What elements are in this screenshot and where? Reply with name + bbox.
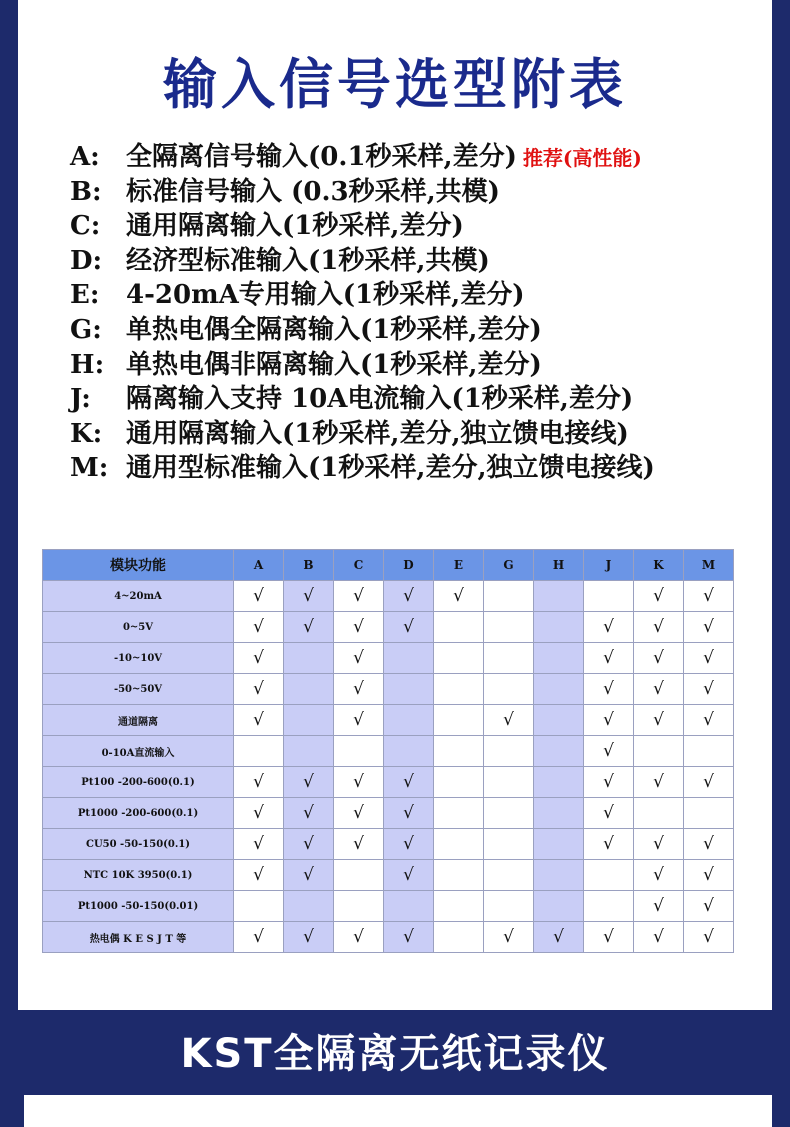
check-cell: √ (334, 798, 384, 829)
option-code: C: (70, 211, 101, 242)
row-label: Pt100 -200-600(0.1) (43, 767, 234, 798)
option-list (70, 140, 770, 486)
header-module: K (634, 550, 684, 581)
check-cell: √ (234, 922, 284, 953)
check-cell: √ (234, 705, 284, 736)
option-item (70, 175, 770, 210)
option-code: K: (70, 418, 103, 449)
option-item (70, 244, 770, 279)
table-row (43, 581, 734, 612)
empty-cell (284, 705, 334, 736)
header-module: C (334, 550, 384, 581)
check-cell: √ (284, 612, 334, 643)
check-cell: √ (584, 922, 634, 953)
check-cell: √ (584, 674, 634, 705)
row-label: CU50 -50-150(0.1) (43, 829, 234, 860)
table-row (43, 798, 734, 829)
option-item (70, 382, 770, 417)
check-cell: √ (284, 860, 334, 891)
empty-cell (534, 705, 584, 736)
option-text: 全隔离信号输入(0.1秒采样,差分) (126, 142, 517, 172)
empty-cell (234, 891, 284, 922)
empty-cell (434, 829, 484, 860)
header-module: J (584, 550, 634, 581)
check-cell: √ (634, 612, 684, 643)
empty-cell (484, 581, 534, 612)
check-cell: √ (384, 829, 434, 860)
empty-cell (284, 674, 334, 705)
empty-cell (334, 860, 384, 891)
check-cell: √ (384, 798, 434, 829)
check-cell: √ (634, 705, 684, 736)
check-cell: √ (234, 798, 284, 829)
check-cell: √ (234, 860, 284, 891)
empty-cell (484, 829, 534, 860)
table-header-row (43, 550, 734, 581)
header-module: A (234, 550, 284, 581)
check-cell: √ (584, 705, 634, 736)
option-code: A: (70, 142, 100, 172)
check-cell: √ (634, 829, 684, 860)
check-cell: √ (234, 767, 284, 798)
empty-cell (534, 860, 584, 891)
empty-cell (534, 581, 584, 612)
check-cell: √ (634, 891, 684, 922)
empty-cell (484, 612, 534, 643)
check-cell: √ (234, 581, 284, 612)
empty-cell (684, 736, 734, 767)
empty-cell (534, 767, 584, 798)
check-cell: √ (484, 922, 534, 953)
option-text: 通用隔离输入(1秒采样,差分) (126, 211, 464, 242)
row-label: 0~5V (43, 612, 234, 643)
check-cell: √ (284, 922, 334, 953)
check-cell: √ (384, 767, 434, 798)
row-label: 热电偶 K E S J T 等 (43, 922, 234, 953)
option-text: 单热电偶非隔离输入(1秒采样,差分) (126, 349, 542, 380)
row-label: -50~50V (43, 674, 234, 705)
option-code: J: (70, 384, 91, 415)
option-code: B: (70, 176, 102, 207)
empty-cell (434, 643, 484, 674)
check-cell: √ (684, 922, 734, 953)
check-cell: √ (234, 612, 284, 643)
empty-cell (384, 674, 434, 705)
check-cell: √ (684, 829, 734, 860)
check-cell: √ (584, 736, 634, 767)
row-label: 4~20mA (43, 581, 234, 612)
check-cell: √ (384, 581, 434, 612)
empty-cell (434, 798, 484, 829)
check-cell: √ (334, 829, 384, 860)
check-cell: √ (684, 891, 734, 922)
option-text: 通用隔离输入(1秒采样,差分,独立馈电接线) (126, 418, 629, 449)
empty-cell (534, 829, 584, 860)
check-cell: √ (334, 674, 384, 705)
row-label: Pt1000 -200-600(0.1) (43, 798, 234, 829)
empty-cell (534, 612, 584, 643)
option-code: M: (70, 453, 109, 484)
empty-cell (384, 705, 434, 736)
header-module: H (534, 550, 584, 581)
option-text: 通用型标准输入(1秒采样,差分,独立馈电接线) (126, 453, 655, 484)
empty-cell (484, 674, 534, 705)
selection-table (42, 549, 734, 953)
empty-cell (484, 643, 534, 674)
check-cell: √ (584, 798, 634, 829)
header-function: 模块功能 (43, 550, 234, 581)
table-row (43, 829, 734, 860)
empty-cell (684, 798, 734, 829)
table-body (43, 581, 734, 953)
check-cell: √ (684, 674, 734, 705)
header-module: D (384, 550, 434, 581)
empty-cell (384, 891, 434, 922)
empty-cell (234, 736, 284, 767)
bottom-panel (24, 1095, 772, 1127)
empty-cell (434, 891, 484, 922)
check-cell: √ (684, 767, 734, 798)
empty-cell (434, 922, 484, 953)
page-title: 输入信号选型附表 (163, 53, 627, 116)
option-code: H: (70, 349, 105, 380)
check-cell: √ (634, 581, 684, 612)
empty-cell (434, 767, 484, 798)
check-cell: √ (584, 829, 634, 860)
row-label: -10~10V (43, 643, 234, 674)
empty-cell (534, 736, 584, 767)
option-text: 经济型标准输入(1秒采样,共模) (126, 245, 490, 276)
empty-cell (484, 767, 534, 798)
row-label: NTC 10K 3950(0.1) (43, 860, 234, 891)
empty-cell (284, 643, 334, 674)
option-text: 单热电偶全隔离输入(1秒采样,差分) (126, 314, 542, 345)
header-module: E (434, 550, 484, 581)
empty-cell (534, 674, 584, 705)
row-label: 通道隔离 (43, 705, 234, 736)
check-cell: √ (684, 612, 734, 643)
check-cell: √ (334, 581, 384, 612)
check-cell: √ (284, 798, 334, 829)
check-cell: √ (234, 674, 284, 705)
check-cell: √ (334, 922, 384, 953)
table-row (43, 643, 734, 674)
option-item (70, 313, 770, 348)
empty-cell (584, 891, 634, 922)
empty-cell (484, 891, 534, 922)
check-cell: √ (684, 581, 734, 612)
table-row (43, 736, 734, 767)
check-cell: √ (384, 922, 434, 953)
empty-cell (284, 736, 334, 767)
header-module: G (484, 550, 534, 581)
option-text: 隔离输入支持 10A电流输入(1秒采样,差分) (126, 384, 634, 415)
check-cell: √ (634, 767, 684, 798)
recommend-note: 推荐(高性能) (522, 146, 642, 170)
empty-cell (434, 612, 484, 643)
empty-cell (634, 798, 684, 829)
check-cell: √ (384, 860, 434, 891)
table-row (43, 860, 734, 891)
empty-cell (284, 891, 334, 922)
check-cell: √ (284, 829, 334, 860)
check-cell: √ (434, 581, 484, 612)
check-cell: √ (684, 860, 734, 891)
empty-cell (334, 891, 384, 922)
empty-cell (434, 736, 484, 767)
option-item (70, 451, 770, 486)
check-cell: √ (334, 767, 384, 798)
option-text: 标准信号输入 (0.3秒采样,共模) (126, 176, 500, 207)
check-cell: √ (334, 612, 384, 643)
table-row (43, 767, 734, 798)
footer-title: KST全隔离无纸记录仪 (180, 1031, 610, 1077)
empty-cell (634, 736, 684, 767)
table-row (43, 891, 734, 922)
empty-cell (434, 674, 484, 705)
option-code: D: (70, 245, 103, 276)
option-item (70, 278, 770, 313)
option-item (70, 348, 770, 383)
option-item (70, 417, 770, 452)
option-code: E: (70, 280, 100, 311)
empty-cell (484, 798, 534, 829)
option-item (70, 209, 770, 244)
empty-cell (434, 860, 484, 891)
empty-cell (584, 581, 634, 612)
check-cell: √ (584, 612, 634, 643)
empty-cell (484, 736, 534, 767)
check-cell: √ (384, 612, 434, 643)
check-cell: √ (584, 767, 634, 798)
empty-cell (534, 643, 584, 674)
check-cell: √ (684, 643, 734, 674)
empty-cell (334, 736, 384, 767)
empty-cell (434, 705, 484, 736)
check-cell: √ (634, 860, 684, 891)
check-cell: √ (234, 643, 284, 674)
row-label: Pt1000 -50-150(0.01) (43, 891, 234, 922)
check-cell: √ (684, 705, 734, 736)
check-cell: √ (534, 922, 584, 953)
check-cell: √ (584, 643, 634, 674)
table-row (43, 922, 734, 953)
header-module: M (684, 550, 734, 581)
row-label: 0-10A直流输入 (43, 736, 234, 767)
check-cell: √ (284, 581, 334, 612)
check-cell: √ (234, 829, 284, 860)
empty-cell (534, 891, 584, 922)
check-cell: √ (484, 705, 534, 736)
empty-cell (384, 736, 434, 767)
option-code: G: (70, 314, 102, 345)
option-item (70, 140, 770, 175)
header-module: B (284, 550, 334, 581)
empty-cell (384, 643, 434, 674)
empty-cell (534, 798, 584, 829)
table-row (43, 705, 734, 736)
empty-cell (584, 860, 634, 891)
check-cell: √ (334, 705, 384, 736)
check-cell: √ (284, 767, 334, 798)
table-row (43, 612, 734, 643)
option-text: 4-20mA专用输入(1秒采样,差分) (126, 280, 525, 311)
check-cell: √ (634, 674, 684, 705)
table-row (43, 674, 734, 705)
check-cell: √ (634, 922, 684, 953)
check-cell: √ (634, 643, 684, 674)
check-cell: √ (334, 643, 384, 674)
empty-cell (484, 860, 534, 891)
